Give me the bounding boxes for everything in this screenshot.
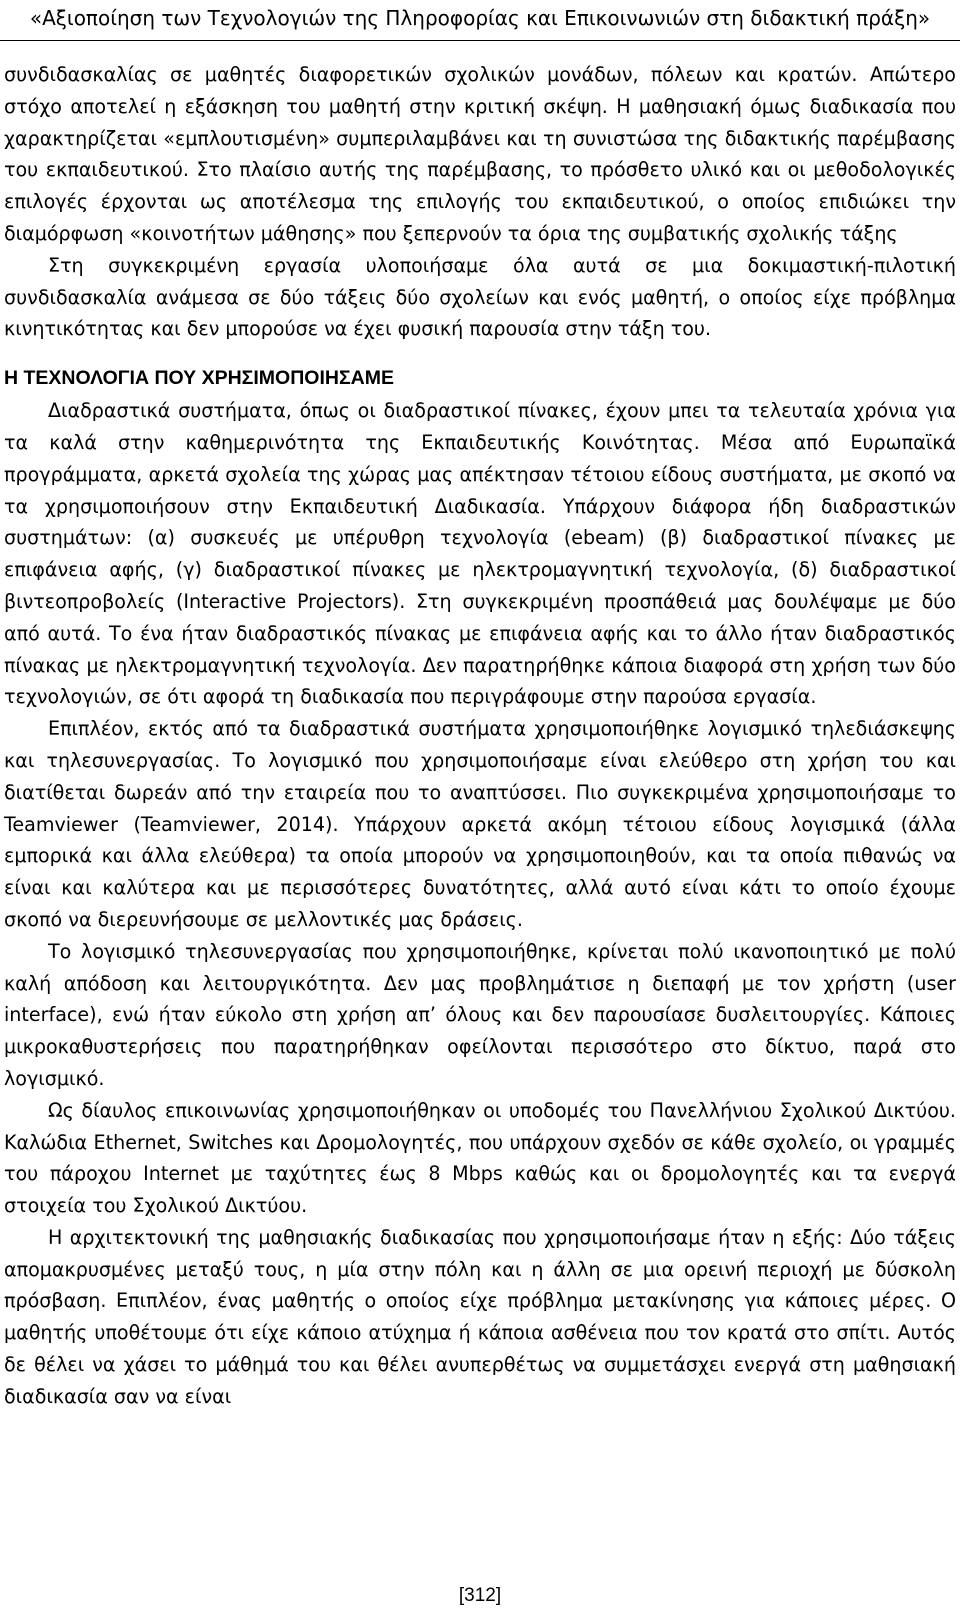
body-paragraph: Διαδραστικά συστήματα, όπως οι διαδραστικοί πίνακες, έχουν μπει τα τελευταία χρόνια για τα καλά στην καθημερινότητα της Εκπαιδευτικής Κοινότητας. Μέσα από Ευρωπαϊκά προγράμματα, αρκετά σχολεία της χώρας μας απέκτησαν τέτοιου είδους συστήματα, με σκοπό να τα χρησιμοποιήσουν στην Εκπαιδευτική Διαδικασία. Υπάρχουν διάφορα ήδη διαδραστικών συστημάτων: (α) συσκευές με υπέρυθρη τεχνολογία (ebeam) (β) διαδραστικοί πίνακες με επιφάνεια αφής, (γ) διαδραστικοί πίνακες με ηλεκτρομαγνητική τεχνολογία, (δ) διαδραστικοί βιντεοπροβολείς (Interactive Projectors). Στη συγκεκριμένη προσπάθειά μας δουλέψαμε με δύο από αυτά. Το ένα ήταν διαδραστικός πίνακας με επιφάνεια αφής και το άλλο ήταν διαδραστικός πίνακας με ηλεκτρομαγνητική τεχνολογία. Δεν παρατηρήθηκε κάποια διαφορά στη χρήση των δύο τεχνολογιών, σε ότι αφορά τη διαδικασία που περιγράφουμε στην παρούσα εργασία. — [4, 399, 956, 709]
page-number: [312] — [458, 1585, 502, 1606]
body-paragraph: Η αρχιτεκτονική της μαθησιακής διαδικασίας που χρησιμοποιήσαμε ήταν η εξής: Δύο τάξεις απομακρυσμένες μεταξύ τους, η μία στην πόλη και η άλλη σε μια ορεινή περιοχή με δύσκολη πρόσβαση. Επιπλέον, ένας μαθητής ο οποίος είχε πρόβλημα μετακίνησης για κάποιες μέρες. Ο μαθητής υποθέτουμε ότι είχε κάποιο ατύχημα ή κάποια ασθένεια που τον κρατά στο σπίτι. Αυτός δε θέλει να χάσει το μάθημά του και θέλει ανυπερθέτως να συμμετάσχει ενεργά στη μαθησιακή διαδικασία σαν να είναι — [4, 1225, 956, 1408]
body-paragraph: Στη συγκεκριμένη εργασία υλοποιήσαμε όλα αυτά σε μια δοκιμαστική-πιλοτική συνδιδασκαλία ανάμεσα σε δύο τάξεις δύο σχολείων και ενός μαθητή, ο οποίος είχε πρόβλημα κινητικότητας και δεν μπορούσε να έχει φυσική παρουσία στην τάξη του. — [4, 253, 956, 341]
header-divider — [0, 40, 960, 41]
body-paragraph: Ως δίαυλος επικοινωνίας χρησιμοποιήθηκαν οι υποδομές του Πανελλήνιου Σχολικού Δικτύου. Καλώδια Ethernet, Switches και Δρομολογητές, που υπάρχουν σχεδόν σε κάθε σχολείο, οι γραμμές του πάροχου Internet με ταχύτητες έως 8 Mbps καθώς και οι δρομολογητές και τα ενεργά στοιχεία του Σχολικού Δικτύου. — [4, 1098, 956, 1218]
page-body — [4, 59, 956, 1413]
body-paragraph: Επιπλέον, εκτός από τα διαδραστικά συστήματα χρησιμοποιήθηκε λογισμικό τηλεδιάσκεψης και τηλεσυνεργασίας. Το λογισμικό που χρησιμοποιήσαμε είναι ελεύθερο στη χρήση του και διατίθεται δωρεάν από την εταιρεία που το αναπτύσσει. Πιο συγκεκριμένα χρησιμοποιήσαμε το Teamviewer (Teamviewer, 2014). Υπάρχουν αρκετά ακόμη τέτοιου είδους λογισμικά (άλλα εμπορικά και άλλα ελεύθερα) τα οποία μπορούν να χρησιμοποιηθούν, και τα οποία πιθανώς να είναι και καλύτερα και με περισσότερες δυνατότητες, αλλά αυτό είναι κάτι το οποίο έχουμε σκοπό να διερευνήσουμε σε μελλοντικές μας δράσεις. — [4, 717, 956, 931]
running-header: «Αξιοποίηση των Τεχνολογιών της Πληροφορίας και Επικοινωνιών στη διδακτική πράξη» — [29, 6, 931, 30]
body-paragraph: συνδιδασκαλίας σε μαθητές διαφορετικών σχολικών μονάδων, πόλεων και κρατών. Απώτερο στόχο αποτελεί η εξάσκηση του μαθητή στην κριτική σκέψη. Η μαθησιακή όμως διαδικασία που χαρακτηρίζεται «εμπλουτισμένη» συμπεριλαμβάνει και τη συνιστώσα της διδακτικής παρέμβασης του εκπαιδευτικού. Στο πλαίσιο αυτής της παρέμβασης, το πρόσθετο υλικό και οι μεθοδολογικές επιλογές έρχονται ως αποτέλεσμα της επιλογής του εκπαιδευτικού, ο οποίος επιδιώκει την διαμόρφωση «κοινοτήτων μάθησης» που ξεπερνούν τα όρια της συμβατικής σχολικής τάξης — [4, 63, 956, 245]
section-heading: Η ΤΕΧΝΟΛΟΓΙΑ ΠΟΥ ΧΡΗΣΙΜΟΠΟΙΗΣΑΜΕ — [4, 367, 394, 390]
body-paragraph: Το λογισμικό τηλεσυνεργασίας που χρησιμοποιήθηκε, κρίνεται πολύ ικανοποιητικό με πολύ καλή απόδοση και λειτουργικότητα. Δεν μας προβλημάτισε η διεπαφή με τον χρήστη (user interface), ενώ ήταν εύκολο στη χρήση απ’ όλους και δεν παρουσίασε δυσλειτουργίες. Κάποιες μικροκαθυστερήσεις που παρατηρήθηκαν οφείλονται περισσότερο στο δίκτυο, παρά στο λογισμικό. — [4, 939, 956, 1090]
